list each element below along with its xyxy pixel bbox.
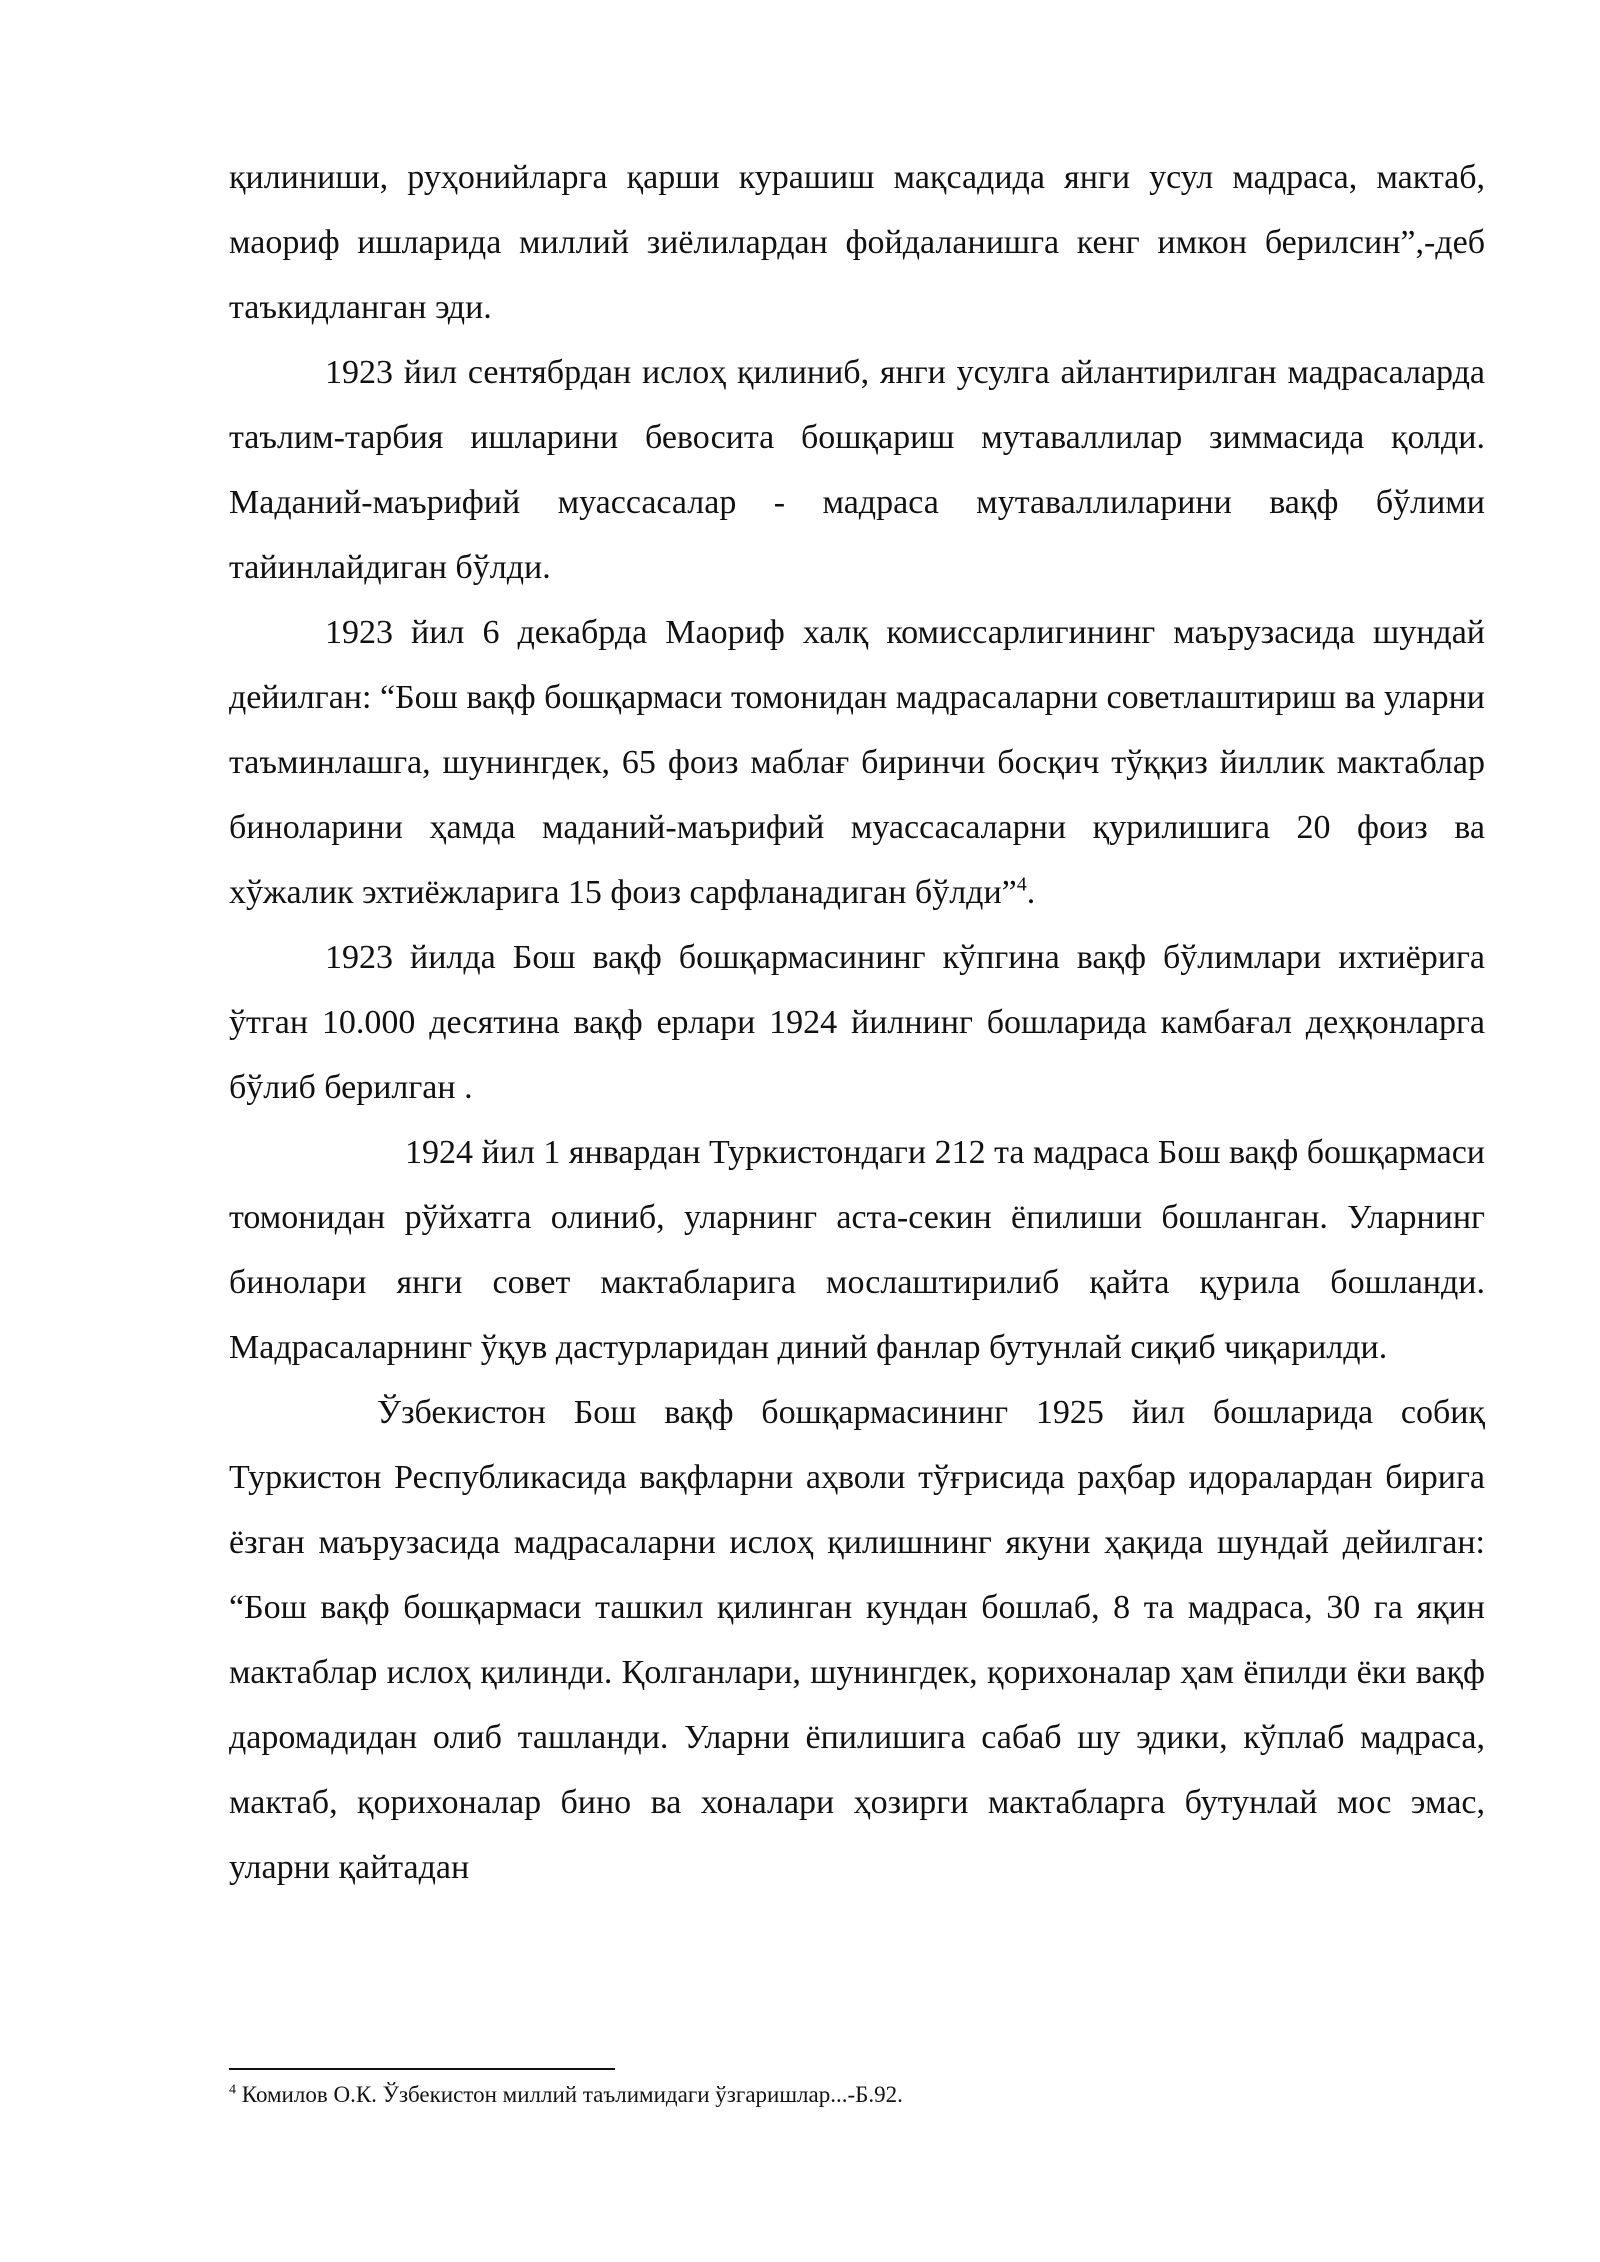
- paragraph-3-text: 1923 йил 6 декабрда Маориф халқ комиссарлигининг маърузасида шундай дейилган: “Бош вақф бошқармаси томонидан мадрасаларни советлаштириш ва уларни таъминлашга, шунингдек, 65 фоиз маблағ биринчи босқич тўққиз йиллик мактаблар биноларини ҳамда маданий-маърифий муассасаларни қурилишига 20 фоиз ва хўжалик эхтиёжларига 15 фоиз сарфланадиган бўлди”: [229, 614, 1485, 911]
- paragraph-4: 1923 йилда Бош вақф бошқармасининг кўпгина вақф бўлимлари ихтиёрига ўтган 10.000 десятина вақф ерлари 1924 йилнинг бошларида камбағал деҳқонларга бўлиб берилган .: [229, 939, 1485, 1106]
- footnote-separator: [229, 2068, 615, 2070]
- footnote-number: 4: [229, 2082, 236, 2098]
- body-text: [229, 145, 1485, 1900]
- paragraph-2: 1923 йил сентябрдан ислоҳ қилиниб, янги усулга айлантирилган мадрасаларда таълим-тарбия ишларини бевосита бошқариш мутаваллилар зиммасида қолди. Маданий-маърифий муассасалар - мадраса мутаваллиларини вақф бўлими тайинлайдиган бўлди.: [229, 354, 1485, 586]
- paragraph-3-end: .: [1026, 874, 1036, 911]
- footnote-reference[interactable]: 4: [1016, 873, 1027, 896]
- footnote: [229, 2080, 1485, 2110]
- footnote-text: Комилов О.К. Ўзбекистон миллий таълимидаги ўзгаришлар...-Б.92.: [236, 2082, 903, 2107]
- paragraph-5: 1924 йил 1 январдан Туркистондаги 212 та мадраса Бош вақф бошқармаси томонидан рўйхатга олиниб, уларнинг аста-секин ёпилиши бошланган. Уларнинг бинолари янги совет мактабларига мослаштирилиб қайта қурила бошланди. Мадрасаларнинг ўқув дастурларидан диний фанлар бутунлай сиқиб чиқарилди.: [229, 1134, 1485, 1366]
- paragraph-6: Ўзбекистон Бош вақф бошқармасининг 1925 йил бошларида собиқ Туркистон Республикасида вақфларни аҳволи тўғрисида раҳбар идоралардан бирига ёзган маърузасида мадрасаларни ислоҳ қилишнинг якуни ҳақида шундай дейилган: “Бош вақф бошқармаси ташкил қилинган кундан бошлаб, 8 та мадраса, 30 га яқин мактаблар ислоҳ қилинди. Қолганлари, шунингдек, қорихоналар ҳам ёпилди ёки вақф даромадидан олиб ташланди. Уларни ёпилишига сабаб шу эдики, кўплаб мадраса, мактаб, қорихоналар бино ва хоналари ҳозирги мактабларга бутунлай мос эмас, уларни қайтадан: [229, 1394, 1485, 1886]
- paragraph-1: қилиниши, руҳонийларга қарши курашиш мақсадида янги усул мадраса, мактаб, маориф ишларида миллий зиёлилардан фойдаланишга кенг имкон берилсин”,-деб таъкидланган эди.: [229, 159, 1485, 326]
- paragraph-3: [229, 600, 1485, 925]
